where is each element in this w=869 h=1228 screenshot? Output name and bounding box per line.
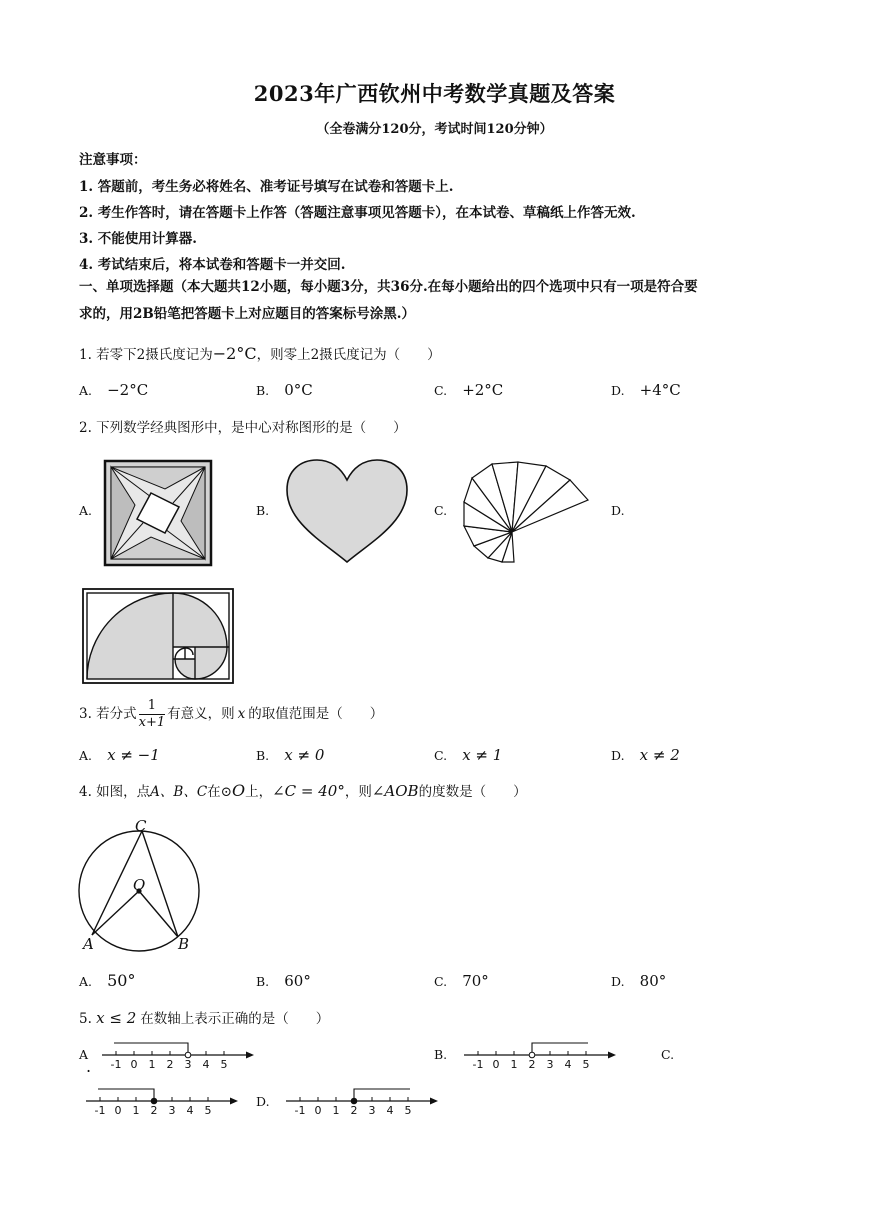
numberline-tick-label: 5 — [220, 1058, 228, 1071]
q4-option-b[interactable] — [256, 971, 311, 990]
q5-option-letter-b[interactable]: B. — [434, 1047, 448, 1062]
q1-option-b[interactable] — [256, 380, 313, 399]
q5-option-a-dot: . — [86, 1057, 92, 1076]
q4-option-a[interactable] — [79, 971, 135, 990]
numberline-ray — [98, 1089, 154, 1101]
q3-stem-end: 的取值范围是（ ） — [248, 706, 384, 722]
q3-option-value: x ≠ −1 — [107, 746, 160, 764]
q5-numberline-a[interactable] — [98, 1038, 258, 1072]
numberline-tick-label: 1 — [132, 1104, 140, 1117]
q1-stem-pre: 1. 若零下2摄氏度记为 — [79, 347, 213, 363]
q1-option-d[interactable] — [611, 380, 681, 399]
q4-stem — [79, 780, 527, 800]
q1-stem-math: −2°C — [212, 344, 257, 363]
numberline-tick-label: 3 — [168, 1104, 176, 1117]
numberline-tick-label: 0 — [314, 1104, 322, 1117]
numberline-tick-label: 0 — [492, 1058, 500, 1071]
q3-option-value: x ≠ 0 — [284, 746, 325, 764]
q2-option-letter-d[interactable]: D. — [611, 503, 625, 518]
q4-points: A、B、C — [150, 784, 208, 800]
q3-stem-post: 有意义，则 — [167, 706, 235, 722]
q1-option-letter: A. — [79, 383, 93, 398]
numberline-solid-dot — [351, 1098, 357, 1104]
q1-option-letter: C. — [434, 383, 448, 398]
note-item: 2. 考生作答时，请在答题卡上作答（答题注意事项见答题卡），在本试卷、草稿纸上作答无效. — [79, 205, 636, 221]
q4-stem-mid3: ，则 — [344, 784, 372, 800]
numberline-tick-label: 0 — [130, 1058, 138, 1071]
numberline-solid-dot — [151, 1098, 157, 1104]
q3-stem-pre: 3. 若分式 — [79, 706, 137, 722]
numberline-tick-label: 4 — [202, 1058, 210, 1071]
q1-option-value: +4°C — [639, 381, 681, 399]
q2-figure-c-spiral-fan[interactable] — [458, 462, 590, 564]
q5-option-letter-d[interactable]: D. — [256, 1094, 270, 1109]
q3-fraction-denominator: x+1 — [138, 715, 166, 730]
numberline-ray — [532, 1043, 588, 1055]
q4-angle: ∠C = 40° — [272, 782, 345, 800]
q3-option-letter: A. — [79, 748, 93, 763]
q4-option-letter: B. — [256, 974, 270, 989]
numberline-arrow — [246, 1052, 254, 1059]
numberline-hollow-dot — [185, 1052, 191, 1058]
numberline-arrow — [230, 1098, 238, 1105]
q2-figure-a-pinwheel[interactable] — [103, 459, 213, 567]
q3-option-b[interactable] — [256, 745, 324, 764]
q4-label-c: C — [135, 817, 147, 835]
q2-stem: 2. 下列数学经典图形中，是中心对称图形的是（ ） — [79, 420, 407, 436]
q5-numberline-d[interactable] — [282, 1084, 442, 1118]
q1-option-c[interactable] — [434, 380, 503, 399]
q4-label-o: O — [133, 876, 146, 894]
note-item: 1. 答题前，考生务必将姓名、准考证号填写在试卷和答题卡上. — [79, 179, 454, 195]
q4-circle-figure — [78, 815, 204, 955]
section-heading-line1: 一、单项选择题（本大题共12小题，每小题3分，共36分.在每小题给出的四个选项中只有一项是符合要 — [79, 279, 698, 295]
numberline-tick-label: 3 — [368, 1104, 376, 1117]
q3-option-c[interactable] — [434, 745, 502, 764]
q5-stem-math: x ≤ 2 — [96, 1009, 137, 1027]
q4-target: ∠AOB — [371, 782, 419, 800]
note-item: 3. 不能使用计算器. — [79, 231, 197, 247]
q4-option-letter: D. — [611, 974, 625, 989]
q2-option-letter-a[interactable]: A. — [79, 503, 93, 518]
q3-option-letter: D. — [611, 748, 625, 763]
q1-stem-post: ，则零上2摄氏度记为（ ） — [256, 347, 441, 363]
section-heading-line2: 求的，用2B铅笔把答题卡上对应题目的答案标号涂黑.） — [79, 306, 416, 322]
numberline-tick-label: -1 — [94, 1104, 106, 1117]
q3-option-a[interactable] — [79, 745, 160, 764]
q2-figure-d-golden-spiral[interactable] — [82, 588, 234, 684]
q1-option-letter: D. — [611, 383, 625, 398]
q4-option-d[interactable] — [611, 971, 666, 990]
q3-option-letter: B. — [256, 748, 270, 763]
q3-option-letter: C. — [434, 748, 448, 763]
q1-option-letter: B. — [256, 383, 270, 398]
q5-stem-text: 在数轴上表示正确的是（ ） — [140, 1011, 330, 1027]
q4-option-letter: A. — [79, 974, 93, 989]
notes-heading: 注意事项： — [79, 152, 147, 168]
q3-stem-var: x — [237, 706, 246, 722]
page-subtitle: （全卷满分120分，考试时间120分钟） — [316, 122, 553, 137]
q3-option-value: x ≠ 2 — [639, 746, 680, 764]
q1-option-value: −2°C — [107, 381, 149, 399]
q2-option-letter-b[interactable]: B. — [256, 503, 270, 518]
q4-label-a: A — [83, 935, 94, 953]
q4-label-b: B — [178, 935, 190, 953]
q4-option-value: 80° — [639, 972, 667, 990]
q4-option-letter: C. — [434, 974, 448, 989]
numberline-tick-label: 4 — [386, 1104, 394, 1117]
section-heading — [79, 274, 799, 328]
numberline-tick-label: 5 — [582, 1058, 590, 1071]
numberline-tick-label: 1 — [148, 1058, 156, 1071]
numberline-arrow — [430, 1098, 438, 1105]
q1-option-value: 0°C — [284, 381, 313, 399]
numberline-tick-label: 5 — [204, 1104, 212, 1117]
numberline-tick-label: 2 — [150, 1104, 158, 1117]
q3-option-d[interactable] — [611, 745, 680, 764]
numberline-tick-label: 2 — [528, 1058, 536, 1071]
q3-stem — [79, 697, 383, 731]
numberline-tick-label: 4 — [186, 1104, 194, 1117]
numberline-tick-label: -1 — [294, 1104, 306, 1117]
q4-option-c[interactable] — [434, 971, 489, 990]
numberline-tick-label: -1 — [110, 1058, 122, 1071]
page-title: 2023年广西钦州中考数学真题及答案 — [253, 81, 616, 106]
q4-option-value: 60° — [284, 972, 311, 990]
numberline-hollow-dot — [529, 1052, 535, 1058]
numberline-tick-label: 1 — [332, 1104, 340, 1117]
numberline-tick-label: -1 — [472, 1058, 484, 1071]
numberline-tick-label: 1 — [510, 1058, 518, 1071]
q4-option-value: 70° — [462, 972, 489, 990]
numberline-tick-label: 2 — [166, 1058, 174, 1071]
numberline-ray — [354, 1089, 410, 1101]
numberline-tick-label: 0 — [114, 1104, 122, 1117]
q5-option-letter-c[interactable]: C. — [661, 1047, 675, 1062]
q3-fraction-numerator: 1 — [139, 698, 166, 715]
note-item: 4. 考试结束后，将本试卷和答题卡一并交回. — [79, 257, 346, 273]
q1-option-value: +2°C — [462, 381, 504, 399]
q1-option-a[interactable] — [79, 380, 148, 399]
q2-figure-b-heart[interactable] — [283, 458, 411, 566]
q5-stem: 5. x ≤ 2 在数轴上表示正确的是（ ） — [79, 1009, 330, 1027]
q4-stem-pre: 4. 如图，点 — [79, 784, 151, 800]
numberline-tick-label: 2 — [350, 1104, 358, 1117]
q4-circle: O — [231, 781, 246, 800]
q3-fraction — [139, 698, 166, 731]
q4-option-value: 50° — [107, 971, 136, 990]
numberline-tick-label: 3 — [546, 1058, 554, 1071]
q4-stem-mid: 在⊙ — [207, 784, 232, 800]
q3-option-value: x ≠ 1 — [462, 746, 503, 764]
numberline-tick-label: 3 — [184, 1058, 192, 1071]
numberline-tick-label: 5 — [404, 1104, 412, 1117]
q1-stem — [79, 343, 441, 363]
q4-stem-end: 的度数是（ ） — [418, 784, 527, 800]
q5-numberline-c[interactable] — [82, 1084, 242, 1118]
q2-option-letter-c[interactable]: C. — [434, 503, 448, 518]
numberline-ray — [114, 1043, 188, 1055]
q5-option-letter-a[interactable]: A — [79, 1047, 89, 1062]
q5-numberline-b[interactable] — [460, 1038, 620, 1072]
q4-stem-mid2: 上， — [245, 784, 273, 800]
numberline-tick-label: 4 — [564, 1058, 572, 1071]
numberline-arrow — [608, 1052, 616, 1059]
